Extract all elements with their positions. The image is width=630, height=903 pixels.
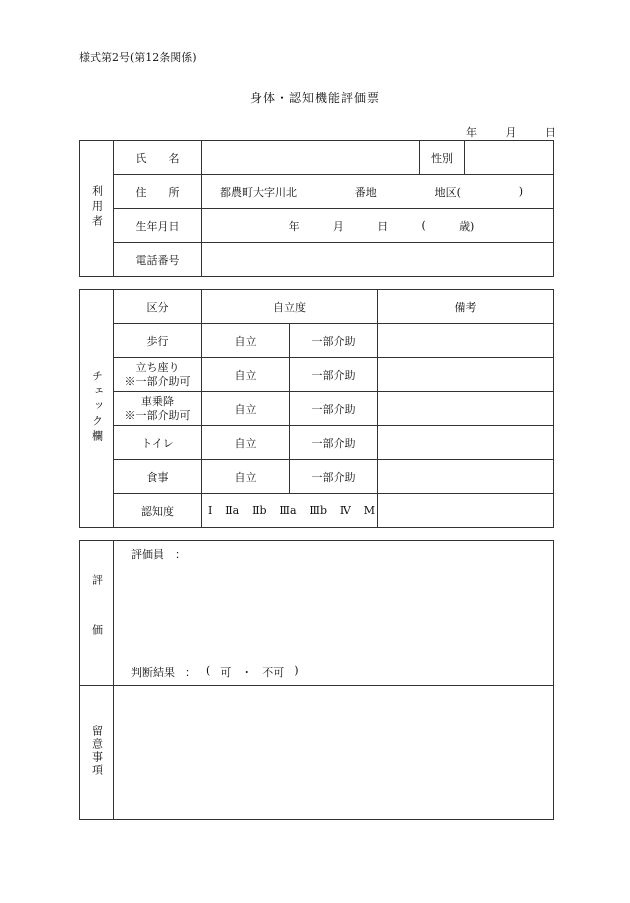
dementia-level-option[interactable]: Ⅳ xyxy=(339,504,351,517)
judgment-result xyxy=(131,664,299,680)
category-walking: 歩行 xyxy=(114,324,202,358)
category-car-boarding: 車乗降 ※一部介助可 xyxy=(114,392,202,426)
dob-age-open: ( xyxy=(421,219,426,232)
category-toilet: トイレ xyxy=(114,426,202,460)
result-ok-option[interactable]: 可 xyxy=(220,666,232,679)
form-title: 身体・認知機能評価票 xyxy=(249,91,380,105)
notes-field[interactable] xyxy=(114,686,554,820)
date-year: 年 xyxy=(466,126,477,139)
date-line xyxy=(466,124,556,140)
result-open: ( xyxy=(206,664,211,677)
check-side-label: チェック欄 xyxy=(80,290,114,528)
dob-label: 生年月日 xyxy=(114,209,202,243)
notes-field[interactable] xyxy=(378,392,554,426)
option-partial-assist[interactable]: 一部介助 xyxy=(290,358,378,392)
address-district: 地区( xyxy=(434,185,461,199)
dob-field[interactable] xyxy=(202,209,554,243)
user-side-label: 利用者 xyxy=(80,141,114,277)
result-ng-option[interactable]: 不可 xyxy=(262,666,285,679)
option-independent[interactable]: 自立 xyxy=(202,324,290,358)
dementia-notes-field[interactable] xyxy=(378,494,554,528)
form-number: 様式第2号(第12条関係) xyxy=(79,51,197,64)
address-field[interactable] xyxy=(202,175,554,209)
phone-field[interactable] xyxy=(202,243,554,277)
gender-field[interactable] xyxy=(465,141,554,175)
option-independent[interactable]: 自立 xyxy=(202,358,290,392)
result-label: 判断結果 xyxy=(131,666,175,679)
category-sit-stand: 立ち座り ※一部介助可 xyxy=(114,358,202,392)
address-close: ) xyxy=(518,185,523,198)
dob-year: 年 xyxy=(288,219,300,233)
evaluation-table xyxy=(79,540,554,820)
header-independence: 自立度 xyxy=(202,290,378,324)
evaluator-label: 評価員 ： xyxy=(131,548,186,561)
dementia-row xyxy=(80,494,554,528)
date-day: 日 xyxy=(545,126,556,139)
notes-field[interactable] xyxy=(378,324,554,358)
name-field[interactable] xyxy=(202,141,420,175)
notes-field[interactable] xyxy=(378,358,554,392)
dementia-level-option[interactable]: Ⅱa xyxy=(225,504,240,517)
dob-day: 日 xyxy=(377,219,389,233)
dementia-levels xyxy=(202,494,378,528)
option-partial-assist[interactable]: 一部介助 xyxy=(290,460,378,494)
result-dot: ・ xyxy=(241,666,253,679)
option-independent[interactable]: 自立 xyxy=(202,392,290,426)
check-row xyxy=(80,460,554,494)
category-meal: 食事 xyxy=(114,460,202,494)
address-prefix: 都農町大字川北 xyxy=(220,185,297,199)
check-row xyxy=(80,358,554,392)
dementia-level-option[interactable]: Ⅲa xyxy=(279,504,297,517)
result-close: ) xyxy=(294,664,299,677)
address-label: 住 所 xyxy=(114,175,202,209)
option-partial-assist[interactable]: 一部介助 xyxy=(290,392,378,426)
option-partial-assist[interactable]: 一部介助 xyxy=(290,324,378,358)
dob-month: 月 xyxy=(332,219,344,233)
check-row xyxy=(80,392,554,426)
phone-label: 電話番号 xyxy=(114,243,202,277)
option-partial-assist[interactable]: 一部介助 xyxy=(290,426,378,460)
evaluation-side-label: 評 価 xyxy=(80,541,114,686)
name-label: 氏 名 xyxy=(114,141,202,175)
dementia-level-option[interactable]: Ⅰ xyxy=(208,504,213,517)
dementia-label: 認知度 xyxy=(114,494,202,528)
dementia-level-option[interactable]: M xyxy=(363,504,375,517)
evaluation-field[interactable] xyxy=(114,541,554,686)
result-colon: ： xyxy=(185,666,196,679)
header-category: 区分 xyxy=(114,290,202,324)
notes-side-label: 留意事項 xyxy=(80,686,114,820)
header-notes: 備考 xyxy=(378,290,554,324)
notes-field[interactable] xyxy=(378,460,554,494)
date-month: 月 xyxy=(505,126,517,139)
user-info-table xyxy=(79,140,554,277)
check-table xyxy=(79,289,554,528)
dob-age-close: 歳) xyxy=(459,219,475,233)
option-independent[interactable]: 自立 xyxy=(202,426,290,460)
option-independent[interactable]: 自立 xyxy=(202,460,290,494)
gender-label: 性別 xyxy=(420,141,465,175)
check-row xyxy=(80,324,554,358)
notes-field[interactable] xyxy=(378,426,554,460)
dementia-level-option[interactable]: Ⅲb xyxy=(309,504,328,517)
dementia-level-option[interactable]: Ⅱb xyxy=(252,504,267,517)
address-banchi: 番地 xyxy=(354,185,377,199)
check-row xyxy=(80,426,554,460)
